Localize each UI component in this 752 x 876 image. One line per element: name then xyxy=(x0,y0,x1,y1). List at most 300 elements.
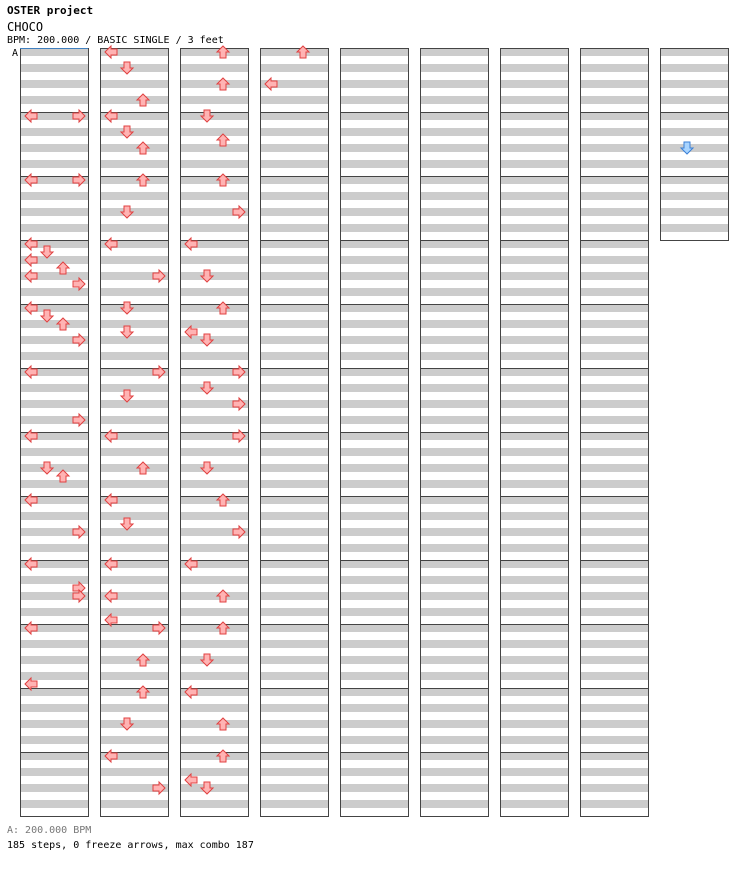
row-shade xyxy=(21,512,88,520)
row-shade xyxy=(181,752,248,760)
row-shade xyxy=(101,576,168,584)
row-shade xyxy=(181,256,248,264)
step-arrow-down xyxy=(201,462,213,474)
row-shade xyxy=(341,672,408,680)
row-shade xyxy=(261,496,328,504)
row-shade xyxy=(421,624,488,632)
row-shade xyxy=(501,432,568,440)
row-shade xyxy=(101,672,168,680)
step-arrow-right xyxy=(233,526,245,538)
row-shade xyxy=(581,752,648,760)
row-shade xyxy=(261,352,328,360)
row-shade xyxy=(181,192,248,200)
end-arrow-down xyxy=(681,142,693,154)
row-shade xyxy=(261,64,328,72)
step-arrow-right xyxy=(233,398,245,410)
row-shade xyxy=(261,128,328,136)
row-shade xyxy=(501,288,568,296)
row-shade xyxy=(101,480,168,488)
row-shade xyxy=(101,528,168,536)
row-shade xyxy=(21,752,88,760)
step-arrow-left xyxy=(25,238,37,250)
chart-column xyxy=(660,48,729,241)
row-shade xyxy=(101,400,168,408)
row-shade xyxy=(181,112,248,120)
step-arrow-down xyxy=(121,718,133,730)
row-shade xyxy=(181,64,248,72)
row-shade xyxy=(501,528,568,536)
row-shade xyxy=(341,640,408,648)
row-shade xyxy=(661,176,728,184)
row-shade xyxy=(421,672,488,680)
row-shade xyxy=(501,144,568,152)
row-shade xyxy=(421,528,488,536)
row-shade xyxy=(21,784,88,792)
row-shade xyxy=(101,544,168,552)
row-shade xyxy=(21,128,88,136)
row-shade xyxy=(101,304,168,312)
step-arrow-right xyxy=(73,174,85,186)
row-shade xyxy=(501,672,568,680)
row-shade xyxy=(261,384,328,392)
row-shade xyxy=(261,288,328,296)
row-shade xyxy=(341,432,408,440)
row-shade xyxy=(261,448,328,456)
row-shade xyxy=(421,464,488,472)
row-shade xyxy=(581,656,648,664)
row-shade xyxy=(581,240,648,248)
row-shade xyxy=(421,688,488,696)
step-arrow-down xyxy=(121,126,133,138)
row-shade xyxy=(261,560,328,568)
row-shade xyxy=(421,384,488,392)
row-shade xyxy=(341,688,408,696)
step-arrow-up xyxy=(217,750,229,762)
chart-column xyxy=(340,48,409,817)
row-shade xyxy=(21,288,88,296)
row-shade xyxy=(181,176,248,184)
step-arrow-left xyxy=(105,558,117,570)
row-shade xyxy=(101,128,168,136)
step-arrow-left xyxy=(25,622,37,634)
step-arrow-right xyxy=(73,414,85,426)
row-shade xyxy=(581,320,648,328)
row-shade xyxy=(181,640,248,648)
row-shade xyxy=(181,544,248,552)
row-shade xyxy=(181,80,248,88)
step-arrow-right xyxy=(73,590,85,602)
row-shade xyxy=(661,96,728,104)
row-shade xyxy=(421,112,488,120)
row-shade xyxy=(501,448,568,456)
row-shade xyxy=(181,464,248,472)
row-shade xyxy=(101,704,168,712)
step-arrow-left xyxy=(25,366,37,378)
row-shade xyxy=(581,672,648,680)
row-shade xyxy=(341,304,408,312)
row-shade xyxy=(261,272,328,280)
step-arrow-up xyxy=(137,94,149,106)
row-shade xyxy=(581,784,648,792)
step-arrow-up xyxy=(137,174,149,186)
row-shade xyxy=(421,256,488,264)
row-shade xyxy=(21,656,88,664)
row-shade xyxy=(101,416,168,424)
row-shade xyxy=(261,240,328,248)
row-shade xyxy=(101,720,168,728)
row-shade xyxy=(661,48,728,56)
row-shade xyxy=(421,144,488,152)
chart-info: BPM: 200.000 / BASIC SINGLE / 3 feet xyxy=(7,35,224,46)
step-arrow-left xyxy=(25,270,37,282)
row-shade xyxy=(501,416,568,424)
row-shade xyxy=(421,496,488,504)
row-shade xyxy=(501,160,568,168)
row-shade xyxy=(341,160,408,168)
row-shade xyxy=(341,96,408,104)
row-shade xyxy=(21,464,88,472)
row-shade xyxy=(181,656,248,664)
row-shade xyxy=(581,448,648,456)
step-arrow-up xyxy=(57,318,69,330)
row-shade xyxy=(101,80,168,88)
row-shade xyxy=(421,368,488,376)
row-shade xyxy=(581,352,648,360)
step-arrow-right xyxy=(73,110,85,122)
row-shade xyxy=(341,704,408,712)
row-shade xyxy=(421,592,488,600)
row-shade xyxy=(421,800,488,808)
row-shade xyxy=(421,400,488,408)
row-shade xyxy=(261,688,328,696)
step-arrow-left xyxy=(105,494,117,506)
row-shade xyxy=(341,240,408,248)
row-shade xyxy=(101,208,168,216)
row-shade xyxy=(581,272,648,280)
step-arrow-down xyxy=(121,206,133,218)
step-arrow-left xyxy=(105,46,117,58)
row-shade xyxy=(261,784,328,792)
row-shade xyxy=(261,480,328,488)
row-shade xyxy=(341,208,408,216)
row-shade xyxy=(341,224,408,232)
row-shade xyxy=(101,448,168,456)
row-shade xyxy=(101,352,168,360)
row-shade xyxy=(21,224,88,232)
row-shade xyxy=(181,304,248,312)
row-shade xyxy=(261,160,328,168)
row-shade xyxy=(261,416,328,424)
row-shade xyxy=(341,112,408,120)
step-arrow-right xyxy=(233,366,245,378)
row-shade xyxy=(501,560,568,568)
row-shade xyxy=(581,288,648,296)
row-shade xyxy=(421,576,488,584)
row-shade xyxy=(341,288,408,296)
row-shade xyxy=(341,528,408,536)
row-shade xyxy=(501,384,568,392)
step-arrow-down xyxy=(41,462,53,474)
row-shade xyxy=(501,752,568,760)
row-shade xyxy=(581,480,648,488)
row-shade xyxy=(261,624,328,632)
row-shade xyxy=(421,704,488,712)
row-shade xyxy=(501,224,568,232)
row-shade xyxy=(501,352,568,360)
row-shade xyxy=(581,224,648,232)
step-arrow-left xyxy=(25,110,37,122)
row-shade xyxy=(501,576,568,584)
row-shade xyxy=(101,176,168,184)
row-shade xyxy=(341,464,408,472)
row-shade xyxy=(501,48,568,56)
row-shade xyxy=(101,688,168,696)
row-shade xyxy=(181,720,248,728)
row-shade xyxy=(581,416,648,424)
row-shade xyxy=(501,336,568,344)
row-shade xyxy=(501,96,568,104)
row-shade xyxy=(341,400,408,408)
step-arrow-left xyxy=(105,430,117,442)
row-shade xyxy=(421,720,488,728)
row-shade xyxy=(261,736,328,744)
row-shade xyxy=(421,352,488,360)
row-shade xyxy=(501,192,568,200)
step-arrow-down xyxy=(121,302,133,314)
row-shade xyxy=(581,400,648,408)
row-shade xyxy=(341,48,408,56)
row-shade xyxy=(181,160,248,168)
row-shade xyxy=(421,432,488,440)
row-shade xyxy=(261,96,328,104)
step-arrow-up xyxy=(297,46,309,58)
row-shade xyxy=(261,704,328,712)
row-shade xyxy=(581,336,648,344)
row-shade xyxy=(341,736,408,744)
row-shade xyxy=(581,256,648,264)
row-shade xyxy=(341,608,408,616)
step-arrow-up xyxy=(217,590,229,602)
row-shade xyxy=(581,144,648,152)
row-shade xyxy=(581,528,648,536)
row-shade xyxy=(341,768,408,776)
project-title: OSTER project xyxy=(7,4,94,17)
step-arrow-up xyxy=(217,78,229,90)
row-shade xyxy=(501,368,568,376)
row-shade xyxy=(341,64,408,72)
row-shade xyxy=(501,768,568,776)
row-shade xyxy=(501,624,568,632)
row-shade xyxy=(661,144,728,152)
row-shade xyxy=(581,304,648,312)
row-shade xyxy=(501,480,568,488)
row-shade xyxy=(421,208,488,216)
row-shade xyxy=(341,192,408,200)
row-shade xyxy=(421,336,488,344)
row-shade xyxy=(261,528,328,536)
step-arrow-left xyxy=(185,558,197,570)
row-shade xyxy=(21,640,88,648)
row-shade xyxy=(181,496,248,504)
row-shade xyxy=(421,48,488,56)
row-shade xyxy=(21,144,88,152)
step-arrow-right xyxy=(153,622,165,634)
step-arrow-left xyxy=(185,686,197,698)
step-arrow-right xyxy=(153,366,165,378)
step-arrow-right xyxy=(153,782,165,794)
step-arrow-right xyxy=(73,526,85,538)
row-shade xyxy=(101,64,168,72)
step-arrow-right xyxy=(233,430,245,442)
row-shade xyxy=(501,640,568,648)
row-shade xyxy=(581,96,648,104)
row-shade xyxy=(21,448,88,456)
row-shade xyxy=(21,352,88,360)
row-shade xyxy=(341,720,408,728)
row-shade xyxy=(261,400,328,408)
row-shade xyxy=(501,496,568,504)
bpm-marker-label: A xyxy=(12,48,19,59)
song-title: CHOCO xyxy=(7,20,44,34)
row-shade xyxy=(501,592,568,600)
row-shade xyxy=(261,768,328,776)
row-shade xyxy=(501,240,568,248)
row-shade xyxy=(101,320,168,328)
row-shade xyxy=(501,736,568,744)
row-shade xyxy=(21,48,88,56)
row-shade xyxy=(181,96,248,104)
row-shade xyxy=(181,800,248,808)
row-shade xyxy=(501,320,568,328)
row-shade xyxy=(501,256,568,264)
row-shade xyxy=(421,416,488,424)
row-shade xyxy=(501,464,568,472)
row-shade xyxy=(101,256,168,264)
row-shade xyxy=(501,656,568,664)
row-shade xyxy=(501,128,568,136)
row-shade xyxy=(181,624,248,632)
row-shade xyxy=(341,352,408,360)
step-arrow-up xyxy=(217,174,229,186)
row-shade xyxy=(261,608,328,616)
row-shade xyxy=(181,672,248,680)
row-shade xyxy=(341,128,408,136)
row-shade xyxy=(101,144,168,152)
row-shade xyxy=(21,480,88,488)
step-arrow-left xyxy=(105,590,117,602)
step-arrow-up xyxy=(137,142,149,154)
row-shade xyxy=(101,768,168,776)
row-shade xyxy=(181,384,248,392)
row-shade xyxy=(581,512,648,520)
row-shade xyxy=(181,224,248,232)
row-shade xyxy=(421,160,488,168)
row-shade xyxy=(341,320,408,328)
row-shade xyxy=(261,176,328,184)
row-shade xyxy=(501,544,568,552)
row-shade xyxy=(341,448,408,456)
step-arrow-left xyxy=(25,174,37,186)
row-shade xyxy=(21,64,88,72)
row-shade xyxy=(341,656,408,664)
row-shade xyxy=(261,256,328,264)
row-shade xyxy=(341,784,408,792)
row-shade xyxy=(261,336,328,344)
step-arrow-left xyxy=(25,494,37,506)
row-shade xyxy=(261,640,328,648)
row-shade xyxy=(501,304,568,312)
step-arrow-down xyxy=(201,110,213,122)
row-shade xyxy=(581,800,648,808)
row-shade xyxy=(501,64,568,72)
chart-column xyxy=(500,48,569,817)
row-shade xyxy=(21,736,88,744)
step-arrow-left xyxy=(25,558,37,570)
row-shade xyxy=(661,112,728,120)
row-shade xyxy=(501,704,568,712)
row-shade xyxy=(261,368,328,376)
row-shade xyxy=(341,480,408,488)
row-shade xyxy=(181,288,248,296)
row-shade xyxy=(581,384,648,392)
row-shade xyxy=(261,512,328,520)
row-shade xyxy=(581,624,648,632)
row-shade xyxy=(341,800,408,808)
row-shade xyxy=(21,544,88,552)
row-shade xyxy=(501,112,568,120)
step-arrow-down xyxy=(201,334,213,346)
row-shade xyxy=(661,160,728,168)
row-shade xyxy=(21,800,88,808)
chart-column xyxy=(420,48,489,817)
row-shade xyxy=(581,544,648,552)
row-shade xyxy=(421,96,488,104)
row-shade xyxy=(501,720,568,728)
row-shade xyxy=(421,304,488,312)
row-shade xyxy=(101,96,168,104)
step-arrow-down xyxy=(201,782,213,794)
row-shade xyxy=(21,96,88,104)
row-shade xyxy=(661,80,728,88)
row-shade xyxy=(101,736,168,744)
row-shade xyxy=(421,240,488,248)
step-arrow-left xyxy=(265,78,277,90)
row-shade xyxy=(581,64,648,72)
row-shade xyxy=(581,576,648,584)
row-shade xyxy=(261,464,328,472)
row-shade xyxy=(421,288,488,296)
row-shade xyxy=(101,512,168,520)
row-shade xyxy=(261,48,328,56)
row-shade xyxy=(261,800,328,808)
row-shade xyxy=(421,448,488,456)
row-shade xyxy=(421,640,488,648)
row-shade xyxy=(261,112,328,120)
step-arrow-down xyxy=(201,382,213,394)
row-shade xyxy=(181,608,248,616)
row-shade xyxy=(341,176,408,184)
row-shade xyxy=(581,128,648,136)
row-shade xyxy=(341,416,408,424)
row-shade xyxy=(661,192,728,200)
row-shade xyxy=(501,272,568,280)
row-shade xyxy=(261,304,328,312)
row-shade xyxy=(341,752,408,760)
row-shade xyxy=(101,288,168,296)
row-shade xyxy=(581,160,648,168)
row-shade xyxy=(341,256,408,264)
chart-column xyxy=(180,48,249,817)
